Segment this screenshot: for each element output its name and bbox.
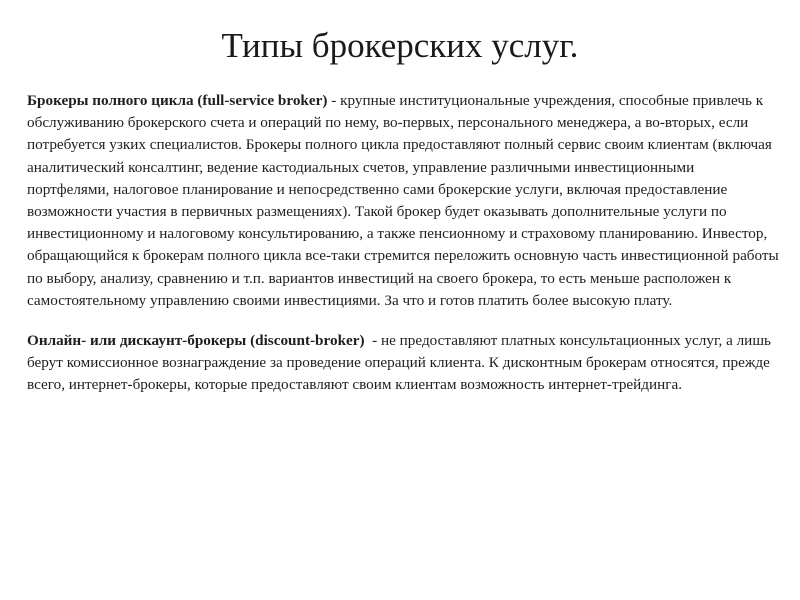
term-discount-broker: Онлайн- или дискаунт-брокеры (discount-broker) bbox=[27, 332, 365, 350]
slide-title: Типы брокерских услуг. bbox=[221, 26, 579, 65]
term-full-service-broker: Брокеры полного цикла (full-service broker) bbox=[27, 92, 328, 109]
slide-body bbox=[27, 90, 779, 397]
paragraph-discount-broker bbox=[27, 330, 779, 397]
description-full-service-broker: - крупные институциональные учреждения, способные привлечь к обслуживанию брокерского счета и операций по нему, во-первых, персонального менеджера, а во-вторых, если потребуется узких специалистов. Брокеры полного цикла предоставляют полный сервис своим клиентам (включая аналитический консалтинг, ведение кастодиальных счетов, управление различными инвестиционными портфелями, налоговое планирование и непосредственно сами брокерские услуги, включая предоставление возможности участия в первичных размещениях). Такой брокер будет оказывать дополнительные услуги по инвестиционному и налоговому консультированию, а также пенсионному и страховому планированию. Инвестор, обращающийся к брокерам полного цикла все-таки стремится переложить основную часть инвестиционной работы по выбору, анализу, сравнению и т.п. вариантов инвестиций на своего брокера, то есть меньше расположен к самостоятельному управлению своими инвестициями. За что и готов платить более высокую плату. bbox=[27, 92, 779, 309]
paragraph-full-service-broker bbox=[27, 90, 779, 312]
description-discount-broker: - не предоставляют платных консультационных услуг, а лишь берут комиссионное вознаграждение за проведение операций клиента. К дисконтным брокерам относятся, прежде всего, интернет-брокеры, которые предоставляют своим клиентам возможность интернет-трейдинга. bbox=[27, 332, 775, 394]
